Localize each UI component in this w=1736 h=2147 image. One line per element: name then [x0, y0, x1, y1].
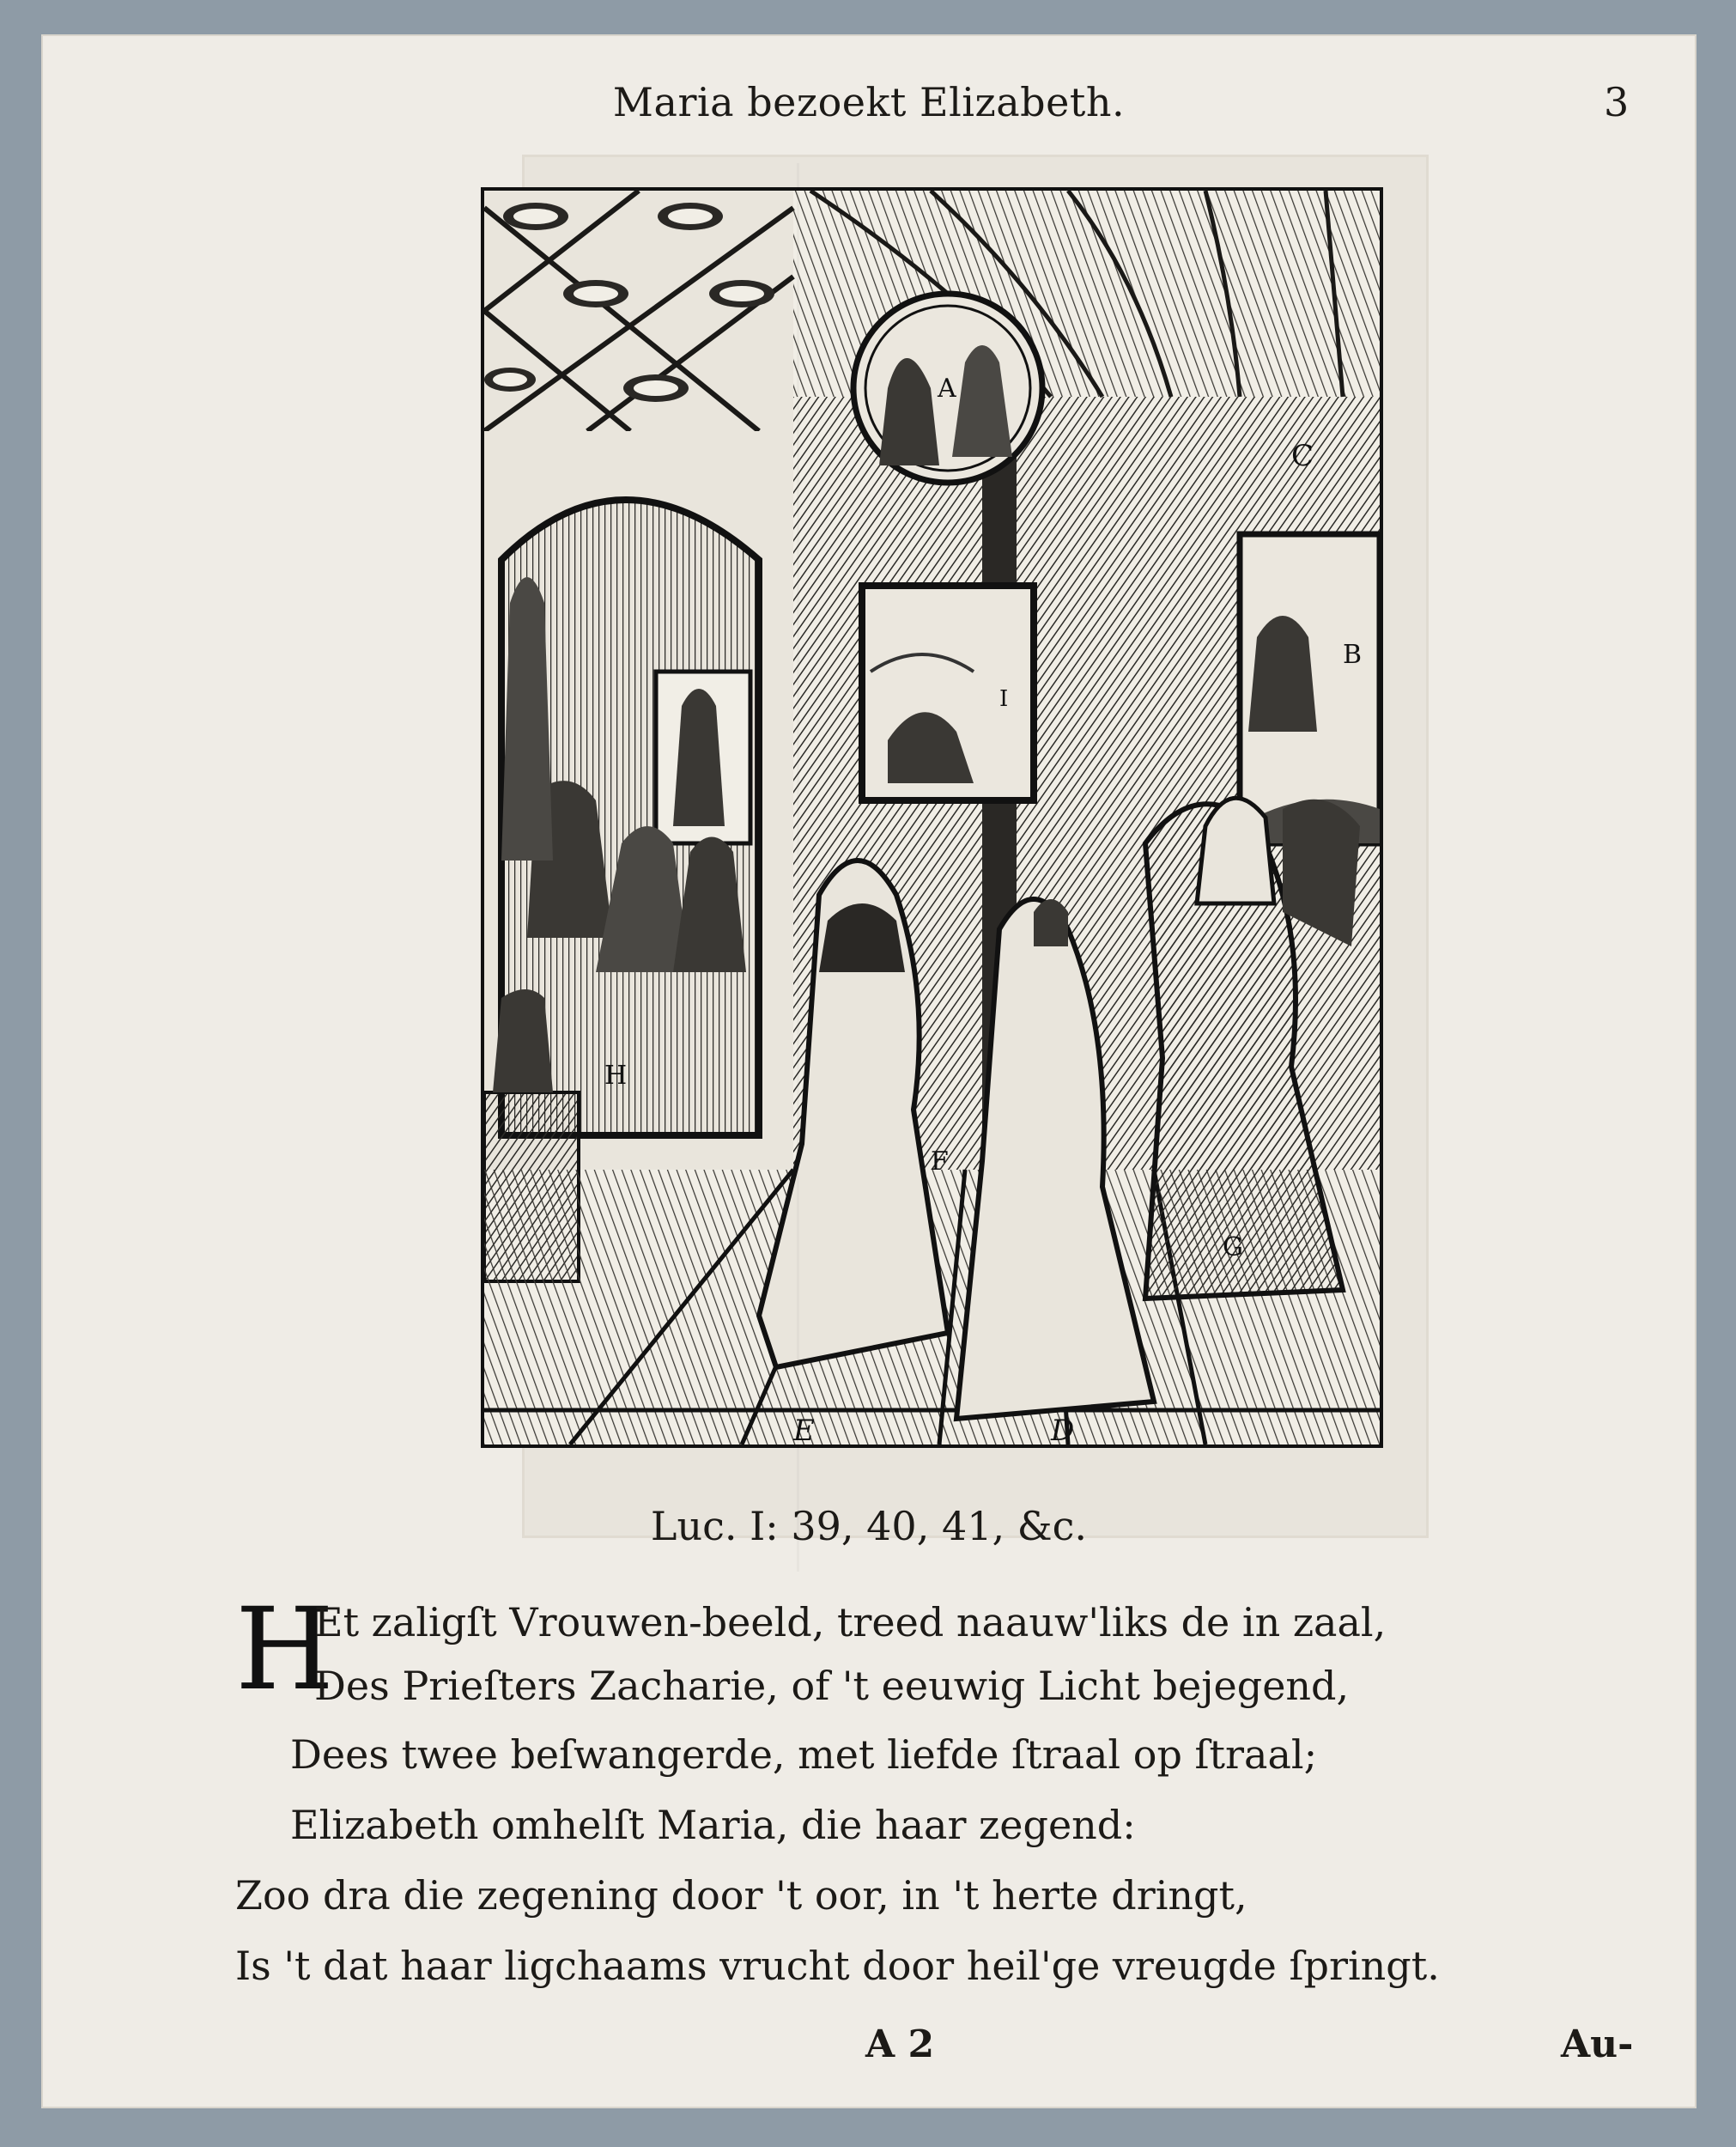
- poem-line-2: Des Prieſters Zacharie, of 't eeuwig Licht bejegend,: [314, 1663, 1350, 1709]
- catchword: Au-: [1561, 2022, 1634, 2066]
- poem: [41, 34, 1697, 2108]
- label-a: A: [938, 374, 956, 404]
- signature-mark: A 2: [865, 2022, 935, 2066]
- scripture-reference: Luc. I: 39, 40, 41, &c.: [650, 1503, 1088, 1549]
- label-d: D: [1051, 1414, 1075, 1445]
- poem-line-1: Et zaligſt Vrouwen-beeld, treed naauw'liks de in zaal,: [314, 1599, 1387, 1645]
- poem-line-6: Is 't dat haar ligchaams vrucht door heil'ge vreugde ſpringt.: [235, 1943, 1440, 1989]
- page-number: 3: [1604, 79, 1630, 125]
- poem-line-4: Elizabeth omhelſt Maria, die haar zegend:: [290, 1802, 1136, 1848]
- label-h: H: [604, 1061, 628, 1091]
- drop-cap: H: [235, 1584, 335, 1716]
- label-c: C: [1291, 439, 1314, 473]
- label-e: E: [793, 1414, 815, 1445]
- label-b: B: [1343, 640, 1363, 670]
- poem-line-3: Dees twee beſwangerde, met liefde ſtraal op ſtraal;: [290, 1731, 1318, 1778]
- page-title: Maria bezoekt Elizabeth.: [612, 79, 1126, 125]
- label-g: G: [1223, 1232, 1243, 1262]
- poem-line-5: Zoo dra die zegening door 't oor, in 't herte dringt,: [235, 1872, 1247, 1919]
- label-i: I: [999, 686, 1009, 712]
- book-page: [41, 34, 1697, 2108]
- label-f: F: [931, 1146, 949, 1177]
